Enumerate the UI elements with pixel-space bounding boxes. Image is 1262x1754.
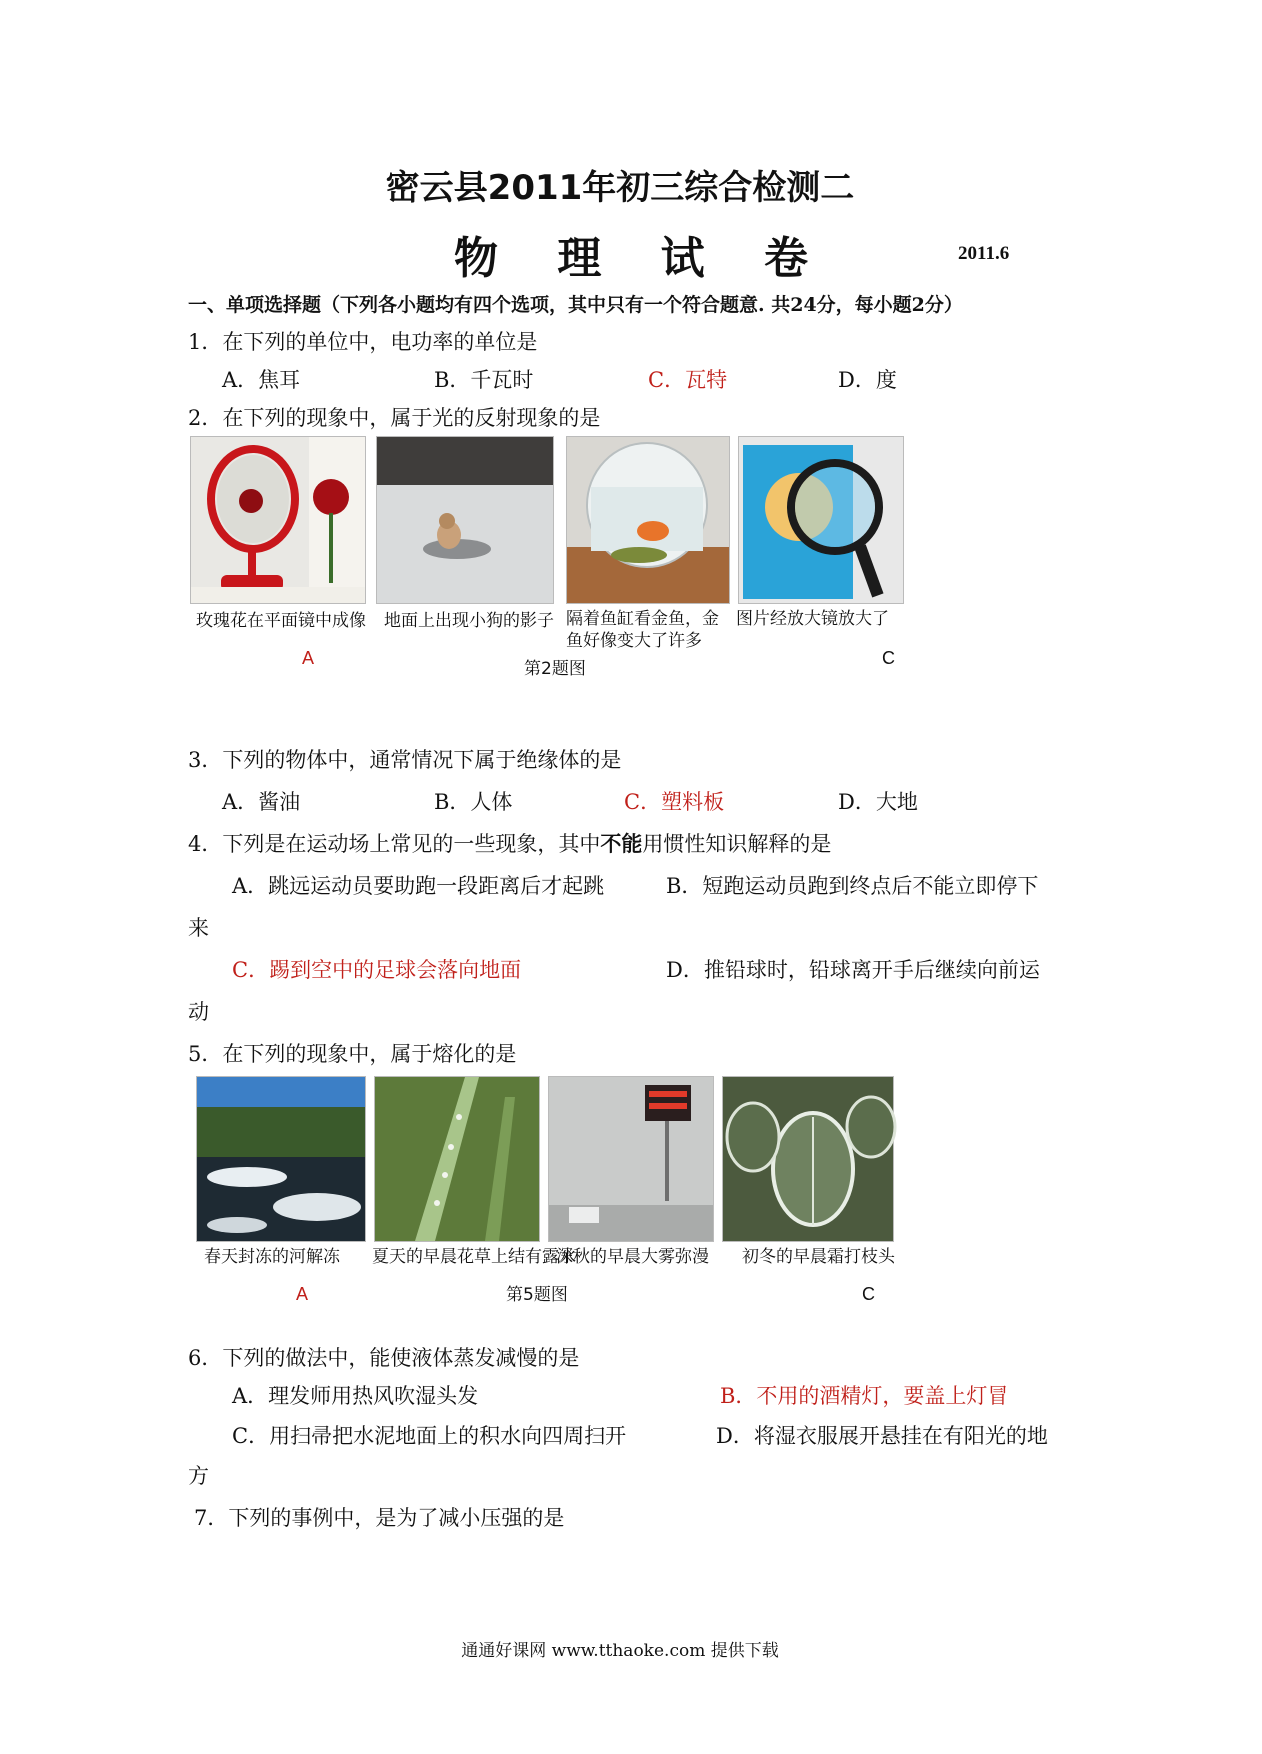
photo-fish-bowl bbox=[566, 436, 730, 604]
q7-stem: 7．下列的事例中，是为了减小压强的是 bbox=[194, 1506, 565, 1530]
q4-option-a: A．跳远运动员要助跑一段距离后才起跳 bbox=[232, 874, 605, 898]
q6-option-d: D．将湿衣服展开悬挂在有阳光的地 bbox=[716, 1424, 1048, 1448]
q4-option-b-wrap: 来 bbox=[188, 916, 209, 940]
q1-option-c-answer: C．瓦特 bbox=[648, 368, 728, 392]
q6-stem: 6．下列的做法中，能使液体蒸发减慢的是 bbox=[188, 1346, 580, 1370]
q2-figure-label: 第2题图 bbox=[524, 659, 586, 679]
exam-subtitle: 物 理 试 卷 bbox=[454, 233, 830, 284]
q6-option-d-wrap: 方 bbox=[188, 1464, 209, 1488]
q1-stem: 1．在下列的单位中，电功率的单位是 bbox=[188, 330, 538, 354]
q4-stem-after: 用惯性知识解释的是 bbox=[642, 832, 832, 856]
q1-option-b: B．千瓦时 bbox=[434, 368, 534, 392]
photo-mirror-rose bbox=[190, 436, 366, 604]
q2-caption-d: 图片经放大镜放大了 bbox=[736, 609, 889, 629]
q1-option-d: D．度 bbox=[838, 368, 897, 392]
photo-frost-leaves bbox=[722, 1076, 894, 1242]
section-heading: 一、单项选择题（下列各小题均有四个选项，其中只有一个符合题意. 共24分，每小题2分） bbox=[188, 294, 963, 316]
q1-option-a: A．焦耳 bbox=[222, 368, 301, 392]
photo-dew-grass bbox=[374, 1076, 540, 1242]
q5-caption-c: 深秋的早晨大雾弥漫 bbox=[556, 1247, 709, 1267]
q5-mark-c: C bbox=[862, 1284, 875, 1304]
q4-stem bbox=[188, 830, 831, 858]
photo-fog-road bbox=[548, 1076, 714, 1242]
q4-option-d: D．推铅球时，铅球离开手后继续向前运 bbox=[666, 958, 1040, 982]
q6-option-a: A．理发师用热风吹湿头发 bbox=[232, 1384, 479, 1408]
exam-title: 密云县2011年初三综合检测二 bbox=[385, 168, 855, 208]
q4-stem-emphasis: 不能 bbox=[600, 831, 643, 856]
q2-mark-c: C bbox=[882, 648, 895, 668]
photo-dog-shadow bbox=[376, 436, 554, 604]
q3-option-b: B．人体 bbox=[434, 790, 513, 814]
q6-option-c: C．用扫帚把水泥地面上的积水向四周扫开 bbox=[232, 1424, 627, 1448]
q2-stem: 2．在下列的现象中，属于光的反射现象的是 bbox=[188, 406, 601, 430]
q3-option-c-answer: C．塑料板 bbox=[624, 790, 725, 814]
q5-caption-b: 夏天的早晨花草上结有露水 bbox=[372, 1247, 576, 1267]
q5-stem: 5．在下列的现象中，属于熔化的是 bbox=[188, 1042, 517, 1066]
photo-magnifier bbox=[738, 436, 904, 604]
q2-caption-a: 玫瑰花在平面镜中成像 bbox=[196, 611, 366, 631]
q4-option-c-answer: C．踢到空中的足球会落向地面 bbox=[232, 958, 522, 982]
q6-option-b-answer: B．不用的酒精灯，要盖上灯冒 bbox=[720, 1384, 1009, 1408]
q3-stem: 3．下列的物体中，通常情况下属于绝缘体的是 bbox=[188, 748, 622, 772]
q5-figure-label: 第5题图 bbox=[506, 1285, 568, 1305]
q4-option-d-wrap: 动 bbox=[188, 1000, 209, 1024]
q5-mark-a: A bbox=[296, 1284, 309, 1304]
q4-option-b: B．短跑运动员跑到终点后不能立即停下 bbox=[666, 874, 1039, 898]
q2-caption-c: 隔着鱼缸看金鱼，金鱼好像变大了许多 bbox=[566, 609, 719, 651]
q3-option-d: D．大地 bbox=[838, 790, 918, 814]
q2-caption-b: 地面上出现小狗的影子 bbox=[384, 611, 554, 631]
photo-thawing-river bbox=[196, 1076, 366, 1242]
q4-stem-before: 4．下列是在运动场上常见的一些现象，其中 bbox=[188, 832, 601, 856]
exam-date: 2011.6 bbox=[958, 243, 1010, 264]
q5-caption-a: 春天封冻的河解冻 bbox=[204, 1247, 340, 1267]
q3-option-a: A．酱油 bbox=[222, 790, 301, 814]
q2-mark-a: A bbox=[302, 648, 315, 668]
q5-caption-d: 初冬的早晨霜打枝头 bbox=[742, 1247, 895, 1267]
footer-credit: 通通好课网 www.tthaoke.com 提供下载 bbox=[461, 1641, 779, 1661]
